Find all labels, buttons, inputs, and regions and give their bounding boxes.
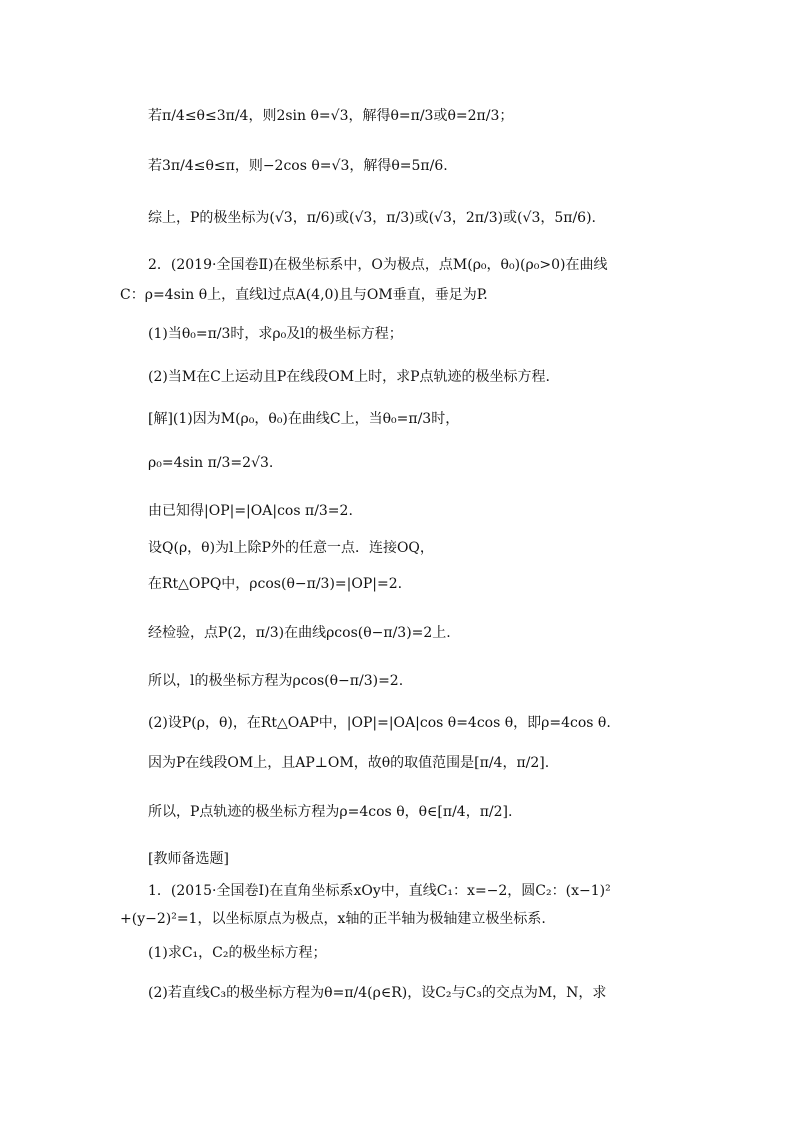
solution-line: 在Rt△OPQ中，ρcos(θ−π/3)=|OP|=2. (148, 576, 403, 592)
problem-1-statement: 1．(2015·全国卷Ⅰ)在直角坐标系xOy中，直线C₁：x=−2，圆C₂：(x−1)² (148, 883, 611, 899)
solution-line: 由已知得|OP|=|OA|cos π/3=2. (148, 503, 353, 519)
problem-2-part-2: (2)当M在C上运动且P在线段OM上时，求P点轨迹的极坐标方程. (148, 369, 550, 385)
solution-line: 因为P在线段OM上，且AP⊥OM，故θ的取值范围是[π/4，π/2]. (148, 755, 550, 771)
solution-line: [解](1)因为M(ρ₀，θ₀)在曲线C上，当θ₀=π/3时， (148, 411, 460, 427)
problem-2-statement: 2．(2019·全国卷Ⅱ)在极坐标系中，O为极点，点M(ρ₀，θ₀)(ρ₀>0)在曲线 (148, 257, 608, 273)
text-line: 综上，P的极坐标为(√3，π/6)或(√3，π/3)或(√3，2π/3)或(√3，5π/6). (148, 210, 596, 226)
solution-line: 所以，P点轨迹的极坐标方程为ρ=4cos θ，θ∈[π/4，π/2]. (148, 804, 513, 820)
problem-2-statement: C：ρ=4sin θ上，直线l过点A(4,0)且与OM垂直，垂足为P. (120, 287, 488, 303)
solution-line: 经检验，点P(2，π/3)在曲线ρcos(θ−π/3)=2上. (148, 625, 451, 641)
problem-1-statement: +(y−2)²=1，以坐标原点为极点，x轴的正半轴为极轴建立极坐标系. (120, 911, 546, 927)
solution-line: (2)设P(ρ，θ)，在Rt△OAP中，|OP|=|OA|cos θ=4cos θ，即ρ=4cos θ. (148, 715, 611, 731)
solution-line: 设Q(ρ，θ)为l上除P外的任意一点．连接OQ， (148, 540, 434, 556)
problem-2-part-1: (1)当θ₀=π/3时，求ρ₀及l的极坐标方程； (148, 326, 403, 342)
problem-1-part-2: (2)若直线C₃的极坐标方程为θ=π/4(ρ∈R)，设C₂与C₃的交点为M，N，求 (148, 985, 607, 1001)
text-line: 若π/4≤θ≤3π/4，则2sin θ=√3，解得θ=π/3或θ=2π/3； (148, 108, 514, 124)
solution-line: ρ₀=4sin π/3=2√3. (148, 455, 274, 471)
problem-1-part-1: (1)求C₁，C₂的极坐标方程； (148, 945, 327, 961)
solution-line: 所以，l的极坐标方程为ρcos(θ−π/3)=2. (148, 673, 404, 689)
text-line: 若3π/4≤θ≤π，则−2cos θ=√3，解得θ=5π/6. (148, 158, 448, 174)
teacher-section-heading: [教师备选题] (148, 851, 229, 867)
